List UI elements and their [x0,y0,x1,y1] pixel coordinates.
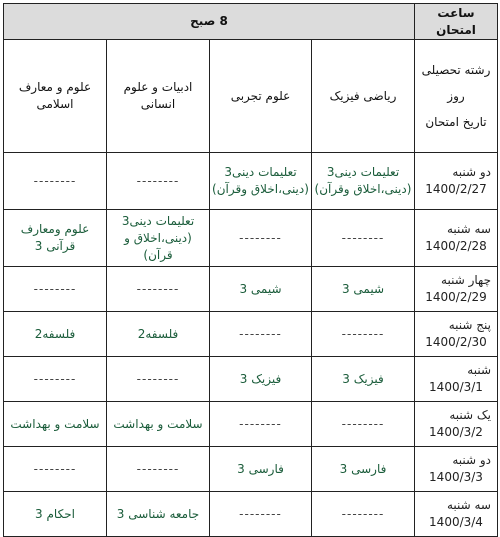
empty-cell: -------- [4,153,107,210]
subject-cell: فیزیک 3 [210,357,312,402]
date-label: تاریخ امتحان [425,114,487,129]
subject-cell: شیمی 3 [210,267,312,312]
subject-cell: فلسفه2 [107,312,210,357]
day-name: چهار شنبه [441,273,491,287]
exam-date: 1400/3/4 [429,515,483,529]
empty-cell: -------- [4,357,107,402]
exam-date: 1400/2/30 [425,335,487,349]
subject-cell: فیزیک 3 [312,357,415,402]
empty-cell: -------- [210,210,312,267]
schedule-rows [4,153,498,537]
exam-date: 1400/3/1 [429,380,483,394]
day-date-cell [415,210,498,267]
subject-cell: فارسی 3 [312,447,415,492]
empty-cell: -------- [312,492,415,537]
day-name: شنبه [467,363,491,377]
table-row [4,402,498,447]
field-math-physics: ریاضی فیزیک [312,40,415,153]
exam-date: 1400/2/27 [425,182,487,196]
day-name: سه شنبه [446,222,491,236]
row-labels-cell [415,40,498,153]
subject-cell: تعلیمات دینی3 (دینی،اخلاق و قرآن) [107,210,210,267]
empty-cell: -------- [312,312,415,357]
day-date-cell [415,402,498,447]
time-label-cell: ساعت امتحان [415,4,498,40]
subject-cell: سلامت و بهداشت [107,402,210,447]
day-name: سه شنبه [446,498,491,512]
empty-cell: -------- [107,153,210,210]
empty-cell: -------- [4,447,107,492]
time-slot-cell: 8 صبح [4,4,415,40]
day-name: یک شنبه [449,408,491,422]
exam-date: 1400/3/3 [429,470,483,484]
table-row [4,357,498,402]
subject-cell: شیمی 3 [312,267,415,312]
empty-cell: -------- [107,267,210,312]
subject-cell: فارسی 3 [210,447,312,492]
table-row [4,492,498,537]
subject-cell: فلسفه2 [4,312,107,357]
table-row [4,267,498,312]
empty-cell: -------- [107,357,210,402]
empty-cell: -------- [312,402,415,447]
day-date-cell [415,492,498,537]
empty-cell: -------- [107,447,210,492]
subject-cell: جامعه شناسی 3 [107,492,210,537]
subject-cell: تعلیمات دینی3 (دینی،اخلاق وقرآن) [210,153,312,210]
table-row [4,153,498,210]
day-name: دو شنبه [452,165,491,179]
exam-schedule-table [3,3,498,537]
exam-date: 1400/2/29 [425,290,487,304]
day-name: پنج شنبه [448,318,491,332]
field-label: رشته تحصیلی [421,62,491,77]
exam-date: 1400/3/2 [429,425,483,439]
subject-cell: علوم ومعارف قرآنی 3 [4,210,107,267]
day-date-cell [415,357,498,402]
day-label: روز [447,88,465,103]
empty-cell: -------- [210,312,312,357]
header-row [4,4,498,40]
table-row [4,447,498,492]
field-humanities: ادبیات و علوم انسانی [107,40,210,153]
table-row [4,210,498,267]
field-header-row [4,40,498,153]
field-experimental-sciences: علوم تجربی [210,40,312,153]
day-date-cell [415,312,498,357]
field-islamic-studies: علوم و معارف اسلامی [4,40,107,153]
subject-cell: تعلیمات دینی3 (دینی،اخلاق وقرآن) [312,153,415,210]
day-date-cell [415,447,498,492]
day-date-cell [415,267,498,312]
subject-cell: احکام 3 [4,492,107,537]
subject-cell: سلامت و بهداشت [4,402,107,447]
empty-cell: -------- [210,402,312,447]
empty-cell: -------- [4,267,107,312]
empty-cell: -------- [312,210,415,267]
exam-date: 1400/2/28 [425,239,487,253]
table-row [4,312,498,357]
day-date-cell [415,153,498,210]
empty-cell: -------- [210,492,312,537]
day-name: دو شنبه [452,453,491,467]
